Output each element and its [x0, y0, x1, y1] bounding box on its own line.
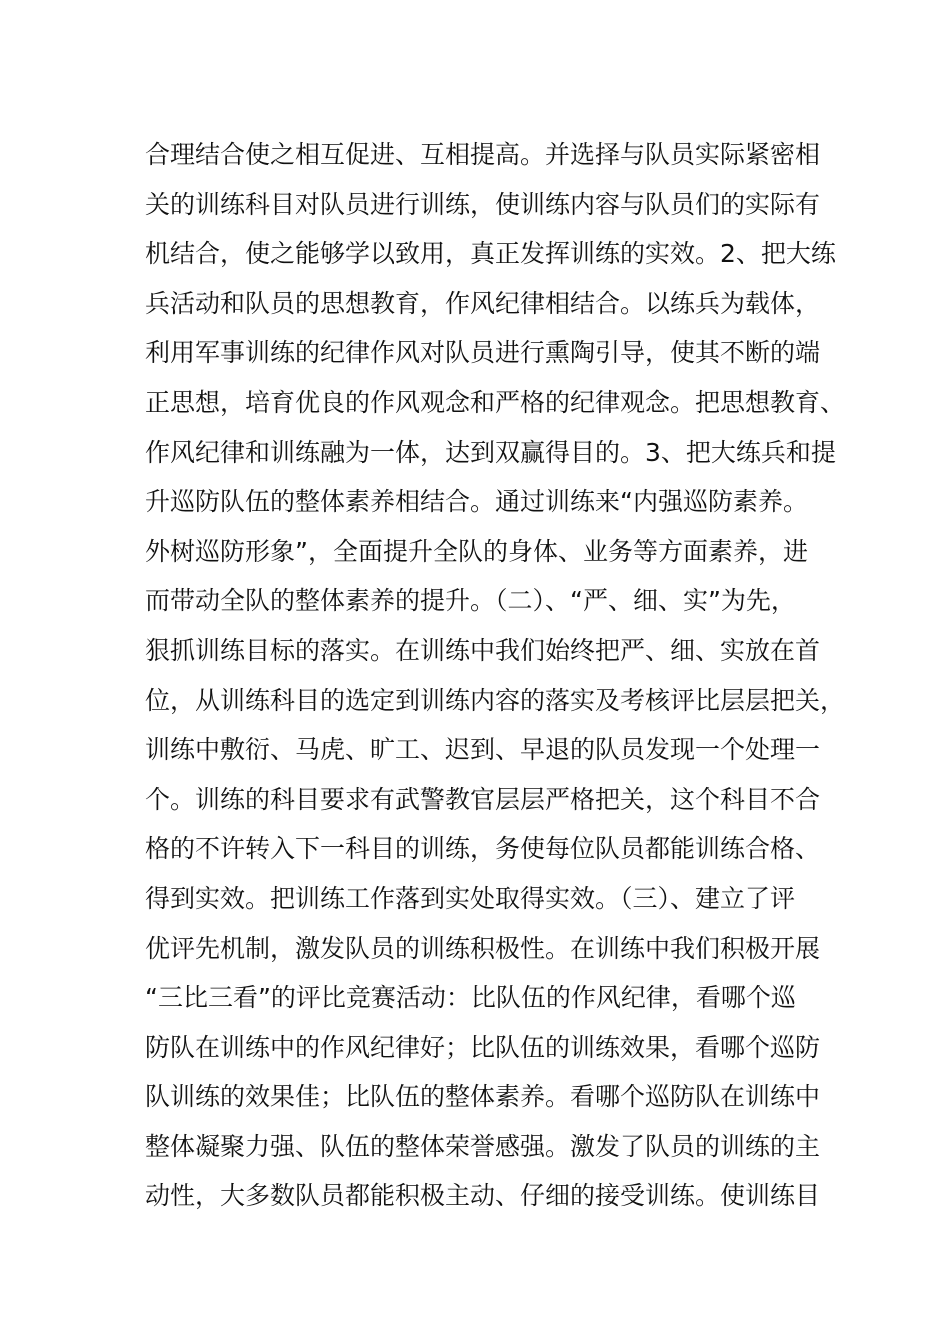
text-line: 作风纪律和训练融为一体，达到双赢得目的。3、把大练兵和提 [145, 437, 836, 467]
text-line: 机结合，使之能够学以致用，真正发挥训练的实效。2、把大练 [145, 239, 836, 269]
text-line: 位，从训练科目的选定到训练内容的落实及考核评比层层把关， [145, 685, 846, 715]
text-line: 优评先机制，激发队员的训练积极性。在训练中我们积极开展 [145, 933, 821, 963]
text-line: 动性，大多数队员都能积极主动、仔细的接受训练。使训练目 [145, 1181, 821, 1211]
text-line: 升巡防队伍的整体素养相结合。通过训练来“内强巡防素养。 [145, 487, 808, 517]
text-line: 外树巡防形象”，全面提升全队的身体、业务等方面素养，进 [145, 536, 808, 566]
text-line: 兵活动和队员的思想教育，作风纪律相结合。以练兵为载体， [145, 288, 821, 318]
text-line: 而带动全队的整体素养的提升。（二）、“严、细、实”为先， [145, 586, 796, 616]
text-line: 格的不许转入下一科目的训练，务使每位队员都能训练合格、 [145, 834, 821, 864]
text-line: “三比三看”的评比竞赛活动：比队伍的作风纪律，看哪个巡 [145, 983, 796, 1013]
text-line: 关的训练科目对队员进行训练，使训练内容与队员们的实际有 [145, 189, 821, 219]
text-line: 狠抓训练目标的落实。在训练中我们始终把严、细、实放在首 [145, 635, 821, 665]
text-line: 训练中敷衍、马虎、旷工、迟到、早退的队员发现一个处理一 [145, 735, 821, 765]
text-line: 正思想，培育优良的作风观念和严格的纪律观念。把思想教育、 [145, 387, 846, 417]
text-line: 合理结合使之相互促进、互相提高。并选择与队员实际紧密相 [145, 140, 821, 169]
text-line: 队训练的效果佳；比队伍的整体素养。看哪个巡防队在训练中 [145, 1082, 821, 1112]
text-line: 防队在训练中的作风纪律好；比队伍的训练效果，看哪个巡防 [145, 1032, 821, 1062]
text-line: 个。训练的科目要求有武警教官层层严格把关，这个科目不合 [145, 784, 821, 814]
text-line: 整体凝聚力强、队伍的整体荣誉感强。激发了队员的训练的主 [145, 1131, 821, 1161]
text-line: 利用军事训练的纪律作风对队员进行熏陶引导，使其不断的端 [145, 338, 821, 368]
text-line: 得到实效。把训练工作落到实处取得实效。（三）、建立了评 [145, 883, 796, 913]
body-text [145, 130, 846, 1221]
